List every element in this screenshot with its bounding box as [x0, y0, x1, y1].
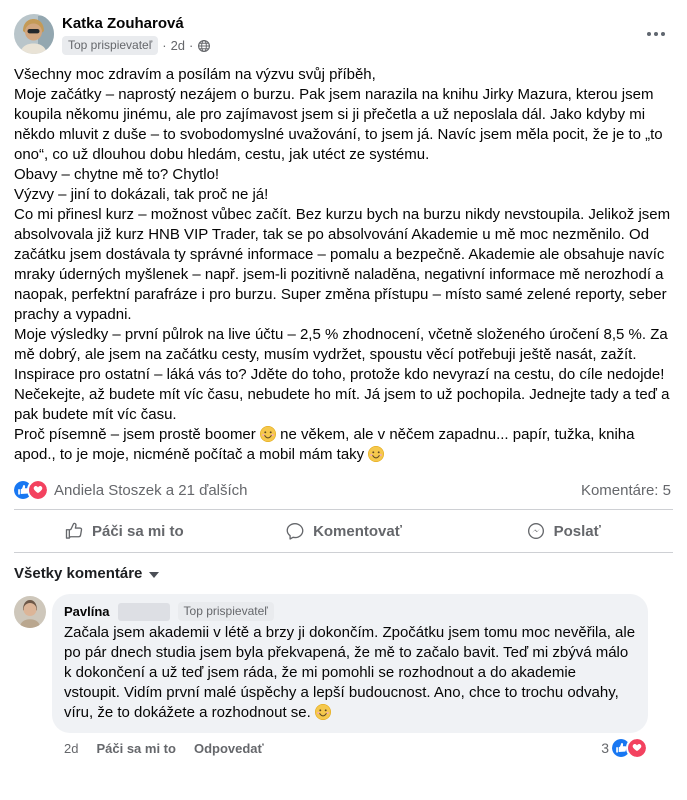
- post-paragraph: Moje výsledky – první půlrok na live účtu – 2,5 % zhodnocení, včetně složeného úročení 8,5 %. Za mě dobrý, ale jsem na začátku cesty, musím vydržet, spoustu věcí potřebuji ještě nasát, zažít.: [14, 326, 668, 363]
- post-paragraph: Moje začátky – naprostý nezájem o burzu. Pak jsem narazila na knihu Jirky Mazura, kterou jsem koupila někomu jinému, ale pro zajímavost jsem si ji přečetla a už neposlala dál. Jako kdyby mi někdo mluvit z duše – to svobodomyslné uvažování, to jsem já. Navíc jsem měla pocit, že je to „to ono“, co už dlouhou dobu hledám, cestu, jak utéct ze systému.: [14, 86, 663, 163]
- post-paragraph: Co mi přinesl kurz – možnost vůbec začít. Bez kurzu bych na burzu nikdy nevstoupila. Jelikož jsem absolvovala již kurz HNB VIP Trader, tak se po absolvování Akademie u mě moc nezměnilo. Od začátku jsem dostávala ty správné informace – pomalu a bezpečně. Akademie ale obsahuje navíc mraky úderných myšlenek – např. jsem-li pozitivně naladěna, negativní informace mě nerozhodí a naopak, perfektní parafráze i pro burzu. Super změna přístupu – místo samé zelené reporty, seber prachy a vypadni.: [14, 206, 671, 323]
- comment-footer: [52, 733, 648, 757]
- reaction-icons[interactable]: [14, 481, 47, 499]
- chevron-down-icon: [149, 572, 159, 578]
- comments-filter-dropdown[interactable]: [0, 553, 687, 590]
- comment-button[interactable]: [234, 512, 454, 550]
- comment-reactions[interactable]: [601, 739, 646, 757]
- top-contributor-badge: Top prispievateľ: [62, 36, 158, 55]
- share-button-label: Poslať: [553, 522, 601, 540]
- slightly-smiling-emoji: [260, 426, 276, 442]
- comment-bubble: [52, 594, 648, 733]
- comment-text-segment: Začala jsem akademii v létě a brzy ji dokončím. Zpočátku jsem tomu moc nevěřila, ale po pár dnech studia jsem byla překvapená, že mě to začalo bavit. Teď mi zbývá málo k dokončení a už teď jsem ráda, že mi pomohli se rozhodnout a do akademie vstoupit. Vidím první malé úspěchy a lepší budoucnost. Ano, chce to trochu odvahy, víru, že to dokážete a rozhodnout se.: [64, 624, 636, 721]
- post-paragraph: Inspirace pro ostatní – láká vás to? Jděte do toho, protože kdo nevyrazí na cestu, do cíle nedojde! Nečekejte, až budete mít víc času, nebudete ho mít. Já jsem to už pochopila. Jednejte tady a teď a pak budete mít víc času.: [14, 366, 670, 423]
- post-paragraph: [14, 425, 673, 465]
- engagement-summary: [0, 471, 687, 509]
- post-author-name[interactable]: Katka Zouharová: [62, 15, 184, 32]
- author-avatar[interactable]: [14, 14, 54, 54]
- ellipsis-icon: [654, 32, 658, 36]
- slightly-smiling-emoji: [368, 446, 384, 462]
- comment-text: [64, 623, 636, 723]
- commenter-avatar[interactable]: [14, 596, 46, 628]
- post-header-info: [62, 14, 641, 55]
- redacted-surname: [118, 603, 170, 621]
- top-contributor-badge: Top prispievateľ: [178, 602, 274, 621]
- share-button[interactable]: [453, 512, 673, 550]
- comments-count[interactable]: Komentáre: 5: [580, 481, 671, 499]
- action-bar: [0, 510, 687, 552]
- post-text-segment: Proč písemně – jsem prostě boomer: [14, 426, 260, 443]
- ellipsis-icon: [647, 32, 651, 36]
- thumbs-up-icon: [64, 521, 84, 541]
- comment-author-row: [64, 602, 636, 621]
- meta-separator: ·: [162, 38, 167, 53]
- post-header: [0, 0, 687, 59]
- post-paragraph: Obavy – chytne mě to? Chytlo!: [14, 166, 220, 183]
- comment-button-label: Komentovať: [313, 522, 402, 540]
- more-options-button[interactable]: [641, 22, 671, 46]
- comment-like-button[interactable]: Páči sa mi to: [96, 740, 176, 756]
- post-paragraph: Výzvy – jiní to dokázali, tak proč ne já!: [14, 186, 269, 203]
- post-text-segment: ne věkem, ale v něčem zapadnu... papír, tužka, kniha apod., to je moje, nicméně počítač a mobil mám taky: [14, 426, 635, 463]
- comment-timestamp[interactable]: 2d: [64, 740, 79, 756]
- comments-filter-label: Všetky komentáre: [14, 565, 143, 582]
- messenger-icon: [526, 521, 546, 541]
- love-reaction-icon: [29, 481, 47, 499]
- comment-reactions-count: 3: [601, 740, 609, 756]
- comment-main: [52, 594, 648, 757]
- like-button-label: Páči sa mi to: [91, 522, 184, 540]
- ellipsis-icon: [661, 32, 665, 36]
- love-reaction-icon: [628, 739, 646, 757]
- comment-bubble-icon: [285, 521, 305, 541]
- globe-icon: [197, 39, 211, 53]
- comment: [0, 590, 687, 757]
- comment-author-name[interactable]: Pavlína: [64, 604, 110, 619]
- post-body: [0, 59, 687, 471]
- comment-reply-button[interactable]: Odpovedať: [193, 740, 264, 756]
- reacted-names[interactable]: Andiela Stoszek a 21 ďalších: [54, 481, 248, 499]
- post-paragraph: Všechny moc zdravím a posílám na výzvu svůj příběh,: [14, 66, 376, 83]
- like-button[interactable]: [14, 512, 234, 550]
- meta-separator: ·: [189, 38, 194, 53]
- post-meta-row: [62, 36, 641, 55]
- slightly-smiling-emoji: [315, 704, 331, 720]
- post-timestamp[interactable]: 2d: [170, 38, 186, 53]
